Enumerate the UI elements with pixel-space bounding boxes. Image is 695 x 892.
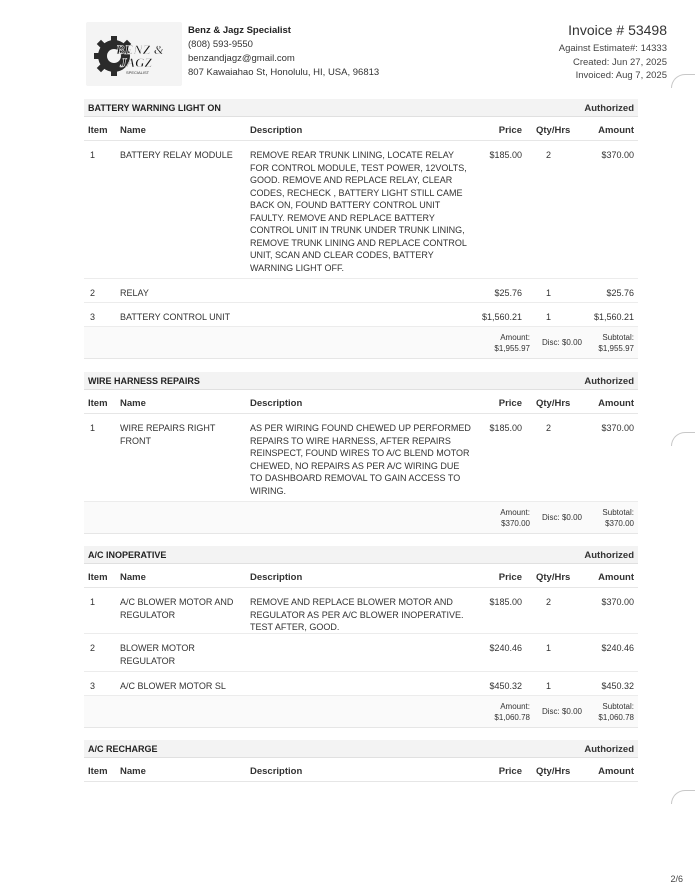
column-item: Item	[88, 572, 108, 583]
column-name: Name	[120, 125, 146, 136]
totals-amount	[494, 332, 530, 354]
row-amount: $370.00	[601, 423, 634, 433]
section-header	[84, 99, 638, 117]
column-qty: Qty/Hrs	[536, 766, 571, 777]
estimate-number: Against Estimate#: 14333	[558, 43, 667, 54]
amount-value: $1,060.78	[494, 713, 530, 722]
row-qty: 1	[546, 681, 552, 691]
subtotal-label: Subtotal:	[602, 508, 634, 517]
row-price: $185.00	[489, 597, 522, 607]
scan-edge-mark	[671, 790, 695, 804]
column-header-row	[84, 390, 638, 414]
table-row	[84, 672, 638, 696]
job-section	[84, 740, 638, 782]
row-qty: 2	[546, 150, 552, 160]
row-item: 2	[90, 643, 96, 653]
column-item: Item	[88, 125, 108, 136]
company-email: benzandjagz@gmail.com	[188, 53, 295, 64]
totals-amount	[494, 701, 530, 723]
table-row	[84, 634, 638, 672]
company-phone: (808) 593-9550	[188, 39, 253, 50]
section-title: BATTERY WARNING LIGHT ON	[88, 103, 221, 113]
amount-label: Amount:	[500, 508, 530, 517]
table-row	[84, 303, 638, 327]
column-name: Name	[120, 766, 146, 777]
table-row	[84, 414, 638, 502]
row-qty: 1	[546, 288, 552, 298]
section-totals	[84, 327, 638, 359]
row-price: $450.32	[489, 681, 522, 691]
row-qty: 2	[546, 597, 552, 607]
column-name: Name	[120, 572, 146, 583]
logo-text-2: JAGZ	[120, 55, 153, 70]
gear-logo-icon	[86, 22, 182, 86]
row-price: $185.00	[489, 150, 522, 160]
amount-label: Amount:	[500, 702, 530, 711]
invoice-header	[559, 22, 667, 83]
row-price: $185.00	[489, 423, 522, 433]
row-amount: $1,560.21	[593, 312, 634, 322]
section-title: A/C INOPERATIVE	[88, 550, 167, 560]
row-name: RELAY	[120, 288, 149, 298]
column-amount: Amount	[598, 398, 634, 409]
column-price: Price	[498, 572, 522, 583]
status-badge: Authorized	[584, 744, 634, 755]
row-item: 1	[90, 597, 96, 607]
subtotal-value: $1,955.97	[598, 344, 634, 353]
column-item: Item	[88, 398, 108, 409]
column-header-row	[84, 117, 638, 141]
status-badge: Authorized	[584, 376, 634, 387]
section-header	[84, 372, 638, 390]
row-description: REMOVE REAR TRUNK LINING, LOCATE RELAY FOR CONTROL MODULE, TEST POWER, 12VOLTS, GOOD. REMOVE AND REPLACE RELAY, CLEAR CODES, RECHECK , BATTERY LIGHT STILL CAME BACK ON, FOUND BATTERY CONTROL UNIT FAULTY. REMOVE AND REPLACE BATTERY CONTROL UNIT IN TRUNK UNDER TRUNK LINING, REMOVE TRUNK LINING AND REPLACE CONTROL UNIT, SCAN AND CLEAR CODES, BATTERY WARNING LIGHT OFF.	[250, 150, 467, 273]
logo-text-1: BENZ &	[116, 42, 165, 57]
column-description: Description	[250, 125, 303, 136]
created-date: Created: Jun 27, 2025	[572, 56, 667, 68]
invoiced-date: Invoiced: Aug 7, 2025	[575, 70, 667, 81]
row-qty: 1	[546, 312, 552, 322]
column-header-row	[84, 564, 638, 588]
column-amount: Amount	[598, 125, 634, 136]
column-price: Price	[498, 398, 522, 409]
page-number: 2/6	[670, 874, 683, 884]
column-description: Description	[250, 766, 303, 777]
column-amount: Amount	[598, 572, 634, 583]
row-item: 1	[90, 423, 96, 433]
row-price: $25.76	[494, 288, 522, 298]
totals-subtotal	[602, 507, 634, 529]
column-header-row	[84, 758, 638, 782]
row-amount: $450.32	[601, 681, 634, 691]
scan-edge-mark	[671, 432, 695, 446]
row-name: WIRE REPAIRS RIGHT FRONT	[120, 423, 216, 446]
row-item: 1	[90, 150, 96, 160]
amount-label: Amount:	[500, 333, 530, 342]
scan-edge-mark	[671, 74, 695, 88]
totals-amount	[500, 507, 530, 529]
subtotal-value: $1,060.78	[598, 713, 634, 722]
totals-discount: Disc: $0.00	[541, 513, 582, 522]
row-name: BATTERY RELAY MODULE	[120, 150, 233, 160]
section-header	[84, 546, 638, 564]
row-name: BLOWER MOTOR REGULATOR	[120, 643, 195, 666]
job-section	[84, 372, 638, 534]
table-row	[84, 141, 638, 279]
section-totals	[84, 696, 638, 728]
invoice-number: Invoice # 53498	[568, 22, 667, 38]
row-item: 2	[90, 288, 96, 298]
table-row	[84, 588, 638, 634]
row-amount: $240.46	[601, 643, 634, 653]
status-badge: Authorized	[584, 550, 634, 561]
row-amount: $370.00	[601, 597, 634, 607]
amount-value: $370.00	[501, 519, 530, 528]
column-price: Price	[498, 125, 522, 136]
row-price: $240.46	[489, 643, 522, 653]
company-logo	[86, 22, 182, 86]
company-info	[188, 24, 379, 80]
row-description: REMOVE AND REPLACE BLOWER MOTOR AND REGULATOR AS PER A/C BLOWER INOPERATIVE. TEST AFTER, GOOD.	[250, 597, 464, 632]
column-qty: Qty/Hrs	[536, 125, 571, 136]
row-qty: 1	[546, 643, 552, 653]
row-item: 3	[90, 681, 96, 691]
row-qty: 2	[546, 423, 552, 433]
job-section	[84, 99, 638, 359]
section-title: A/C RECHARGE	[88, 744, 158, 754]
row-name: A/C BLOWER MOTOR SL	[120, 681, 226, 691]
company-name: Benz & Jagz Specialist	[188, 25, 291, 36]
totals-discount: Disc: $0.00	[541, 707, 582, 716]
row-amount: $25.76	[606, 288, 634, 298]
amount-value: $1,955.97	[494, 344, 530, 353]
row-name: A/C BLOWER MOTOR AND REGULATOR	[120, 597, 234, 620]
subtotal-value: $370.00	[605, 519, 634, 528]
column-description: Description	[250, 398, 303, 409]
column-description: Description	[250, 572, 303, 583]
status-badge: Authorized	[584, 103, 634, 114]
row-name: BATTERY CONTROL UNIT	[120, 312, 231, 322]
section-totals	[84, 502, 638, 534]
row-description: AS PER WIRING FOUND CHEWED UP PERFORMED REPAIRS TO WIRE HARNESS, AFTER REPAIRS REINSPECT, FOUND WIRES TO A/C BLEND MOTOR CHEWED, NO REPAIRS AS PER A/C WIRING DUE TO DASHBOARD REMOVAL TO GAIN ACCESS TO WIRING.	[250, 423, 471, 496]
totals-subtotal	[598, 701, 634, 723]
logo-sub: SPECIALIST	[126, 70, 150, 75]
section-header	[84, 740, 638, 758]
column-price: Price	[498, 766, 522, 777]
row-item: 3	[90, 312, 96, 322]
column-name: Name	[120, 398, 146, 409]
column-amount: Amount	[598, 766, 634, 777]
totals-subtotal	[598, 332, 634, 354]
job-section	[84, 546, 638, 728]
company-address: 807 Kawaiahao St, Honolulu, HI, USA, 96813	[188, 67, 380, 78]
column-item: Item	[88, 766, 108, 777]
row-amount: $370.00	[601, 150, 634, 160]
table-row	[84, 279, 638, 303]
column-qty: Qty/Hrs	[536, 572, 571, 583]
section-title: WIRE HARNESS REPAIRS	[88, 376, 200, 386]
row-price: $1,560.21	[481, 312, 522, 322]
totals-discount: Disc: $0.00	[541, 338, 582, 347]
subtotal-label: Subtotal:	[602, 333, 634, 342]
column-qty: Qty/Hrs	[536, 398, 571, 409]
subtotal-label: Subtotal:	[602, 702, 634, 711]
